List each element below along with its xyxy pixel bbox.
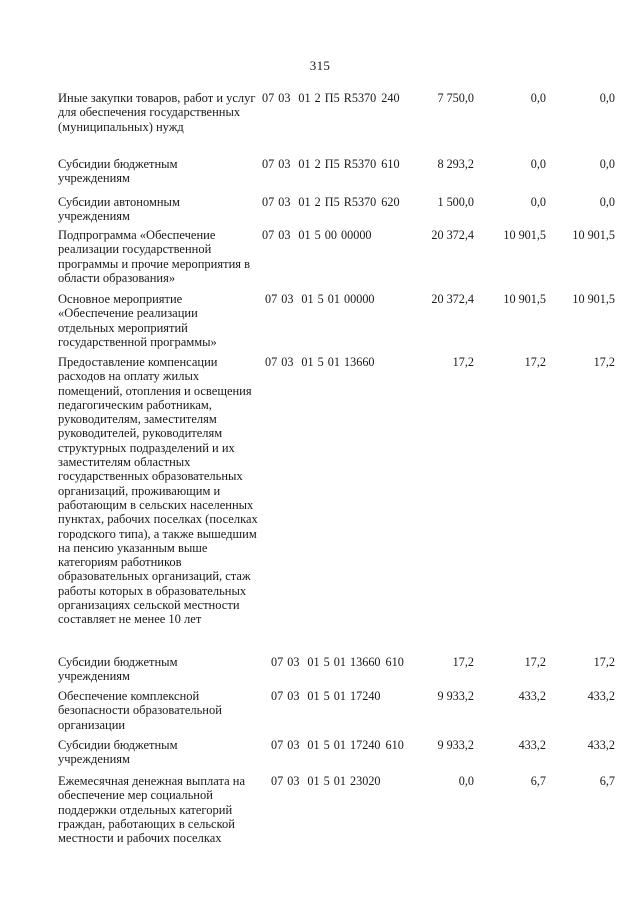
amount-year-2: 0,0 <box>530 157 546 171</box>
section-code: 07 03 <box>271 655 300 669</box>
target-code: 01 2 П5 R5370 <box>298 195 377 209</box>
section-code: 07 03 <box>262 228 291 242</box>
amount-year-3: 0,0 <box>599 195 615 209</box>
section-code: 07 03 <box>271 689 300 703</box>
amount-year-3: 10 901,5 <box>572 292 615 306</box>
expense-type-code: 240 <box>381 91 400 105</box>
row-classification-code <box>262 157 400 171</box>
row-classification-code <box>271 774 381 788</box>
row-classification-code <box>265 355 375 369</box>
target-code: 01 2 П5 R5370 <box>298 91 377 105</box>
amount-year-2: 6,7 <box>530 774 546 788</box>
row-name: Ежемесячная денежная выплата на обеспечение мер социальной поддержки отдельных категорий граждан, работающих в сельской местности и рабочих поселках <box>58 774 245 846</box>
expense-type-code: 620 <box>381 195 400 209</box>
amount-year-1: 17,2 <box>452 355 474 369</box>
amount-year-1: 7 750,0 <box>437 91 474 105</box>
expense-type-code: 610 <box>385 655 404 669</box>
row-classification-code <box>262 91 400 105</box>
amount-year-1: 9 933,2 <box>437 689 474 703</box>
amount-year-2: 17,2 <box>524 355 546 369</box>
page-number: 315 <box>309 58 331 73</box>
amount-year-2: 17,2 <box>524 655 546 669</box>
target-code: 01 2 П5 R5370 <box>298 157 377 171</box>
row-classification-code <box>262 228 372 242</box>
amount-year-3: 433,2 <box>587 689 615 703</box>
row-name: Субсидии бюджетным учреждениям <box>58 655 178 684</box>
target-code: 01 5 01 13660 <box>301 355 375 369</box>
row-classification-code <box>271 738 404 752</box>
budget-table <box>0 91 640 846</box>
target-code: 01 5 01 13660 <box>307 655 381 669</box>
row-classification-code <box>265 292 375 306</box>
amount-year-3: 10 901,5 <box>572 228 615 242</box>
amount-year-3: 17,2 <box>593 355 615 369</box>
amount-year-1: 20 372,4 <box>431 228 474 242</box>
amount-year-1: 17,2 <box>452 655 474 669</box>
section-code: 07 03 <box>265 355 294 369</box>
row-name: Субсидии бюджетным учреждениям <box>58 738 178 767</box>
amount-year-1: 0,0 <box>458 774 474 788</box>
table-row <box>0 91 640 154</box>
amount-year-3: 433,2 <box>587 738 615 752</box>
row-name: Основное мероприятие «Обеспечение реализации отдельных мероприятий государственной программы» <box>58 292 217 349</box>
amount-year-1: 1 500,0 <box>437 195 474 209</box>
target-code: 01 5 01 23020 <box>307 774 381 788</box>
amount-year-3: 17,2 <box>593 655 615 669</box>
section-code: 07 03 <box>262 91 291 105</box>
target-code: 01 5 00 00000 <box>298 228 372 242</box>
row-classification-code <box>262 195 400 209</box>
amount-year-2: 433,2 <box>518 738 546 752</box>
expense-type-code: 610 <box>385 738 404 752</box>
expense-type-code: 610 <box>381 157 400 171</box>
section-code: 07 03 <box>262 157 291 171</box>
amount-year-3: 6,7 <box>599 774 615 788</box>
amount-year-2: 0,0 <box>530 91 546 105</box>
amount-year-2: 0,0 <box>530 195 546 209</box>
section-code: 07 03 <box>262 195 291 209</box>
amount-year-1: 9 933,2 <box>437 738 474 752</box>
amount-year-3: 0,0 <box>599 157 615 171</box>
section-code: 07 03 <box>271 774 300 788</box>
row-classification-code <box>271 655 404 669</box>
amount-year-2: 10 901,5 <box>503 292 546 306</box>
amount-year-3: 0,0 <box>599 91 615 105</box>
target-code: 01 5 01 17240 <box>307 689 381 703</box>
row-name: Субсидии автономным учреждениям <box>58 195 180 224</box>
row-name: Обеспечение комплексной безопасности образовательной организации <box>58 689 222 732</box>
section-code: 07 03 <box>265 292 294 306</box>
target-code: 01 5 01 17240 <box>307 738 381 752</box>
row-name: Иные закупки товаров, работ и услуг для обеспечения государственных (муниципальных) нужд <box>58 91 256 134</box>
row-name: Субсидии бюджетным учреждениям <box>58 157 178 186</box>
amount-year-2: 10 901,5 <box>503 228 546 242</box>
amount-year-1: 8 293,2 <box>437 157 474 171</box>
row-name: Подпрограмма «Обеспечение реализации государственной программы и прочие мероприятия в области образования» <box>58 228 251 285</box>
row-name: Предоставление компенсации расходов на оплату жилых помещений, отопления и освещения педагогическим работникам, руководителям, заместителям руководителей, руководителям структурных подразделений и их заместителям областных государственных образовательных организаций, проживающим и работающим в сельских населенных пунктах, рабочих поселках (поселках городского типа), а также вышедшим на пенсию указанным выше категориям работников образовательных организаций, стаж работы которых в образовательных организациях сельской местности составляет не менее 10 лет <box>58 355 258 627</box>
section-code: 07 03 <box>271 738 300 752</box>
amount-year-1: 20 372,4 <box>431 292 474 306</box>
target-code: 01 5 01 00000 <box>301 292 375 306</box>
amount-year-2: 433,2 <box>518 689 546 703</box>
row-classification-code <box>271 689 381 703</box>
